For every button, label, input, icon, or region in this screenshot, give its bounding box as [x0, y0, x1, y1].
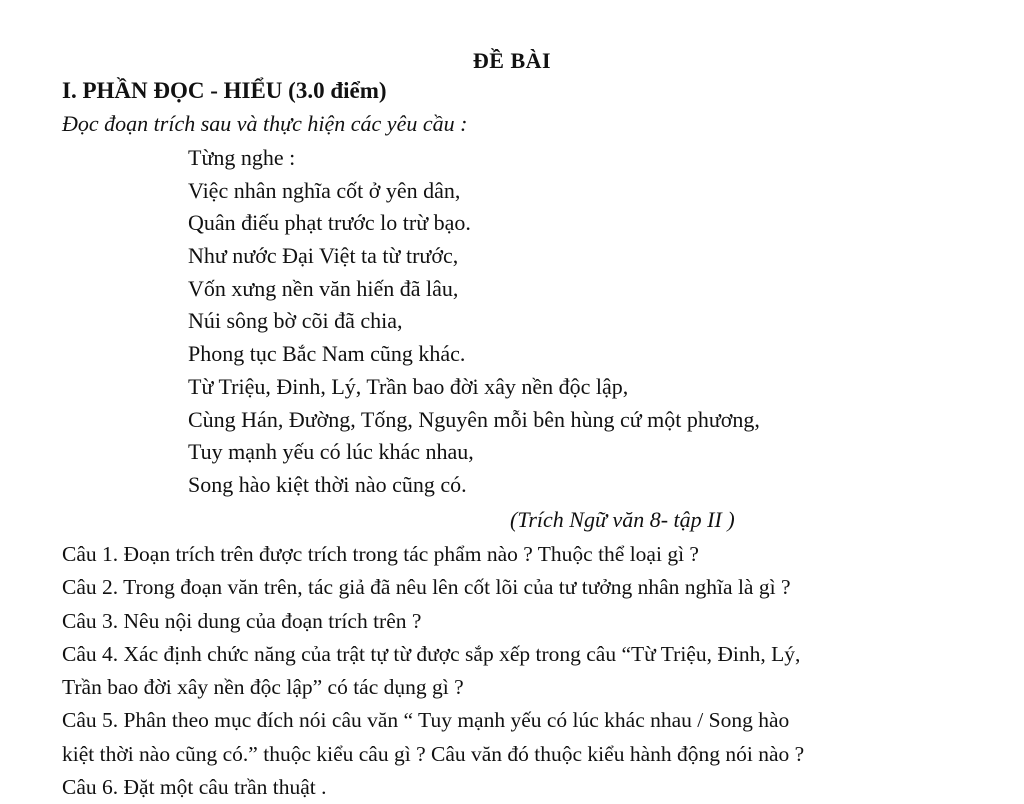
poem-line: Cùng Hán, Đường, Tống, Nguyên mỗi bên hùng cứ một phương, [188, 406, 760, 432]
poem-excerpt [188, 142, 760, 502]
question-text: Câu 2. Trong đoạn văn trên, tác giả đã nêu lên cốt lõi của tư tưởng nhân nghĩa là gì ? [62, 575, 791, 600]
question-item [62, 605, 962, 638]
poem-line: Từng nghe : [188, 145, 296, 170]
section-heading: I. PHẦN ĐỌC - HIỂU (3.0 điểm) [62, 78, 387, 103]
poem-line: Việc nhân nghĩa cốt ở yên dân, [188, 177, 461, 203]
question-item [62, 571, 962, 604]
cut-off-text-fragment [62, 797, 362, 804]
poem-line: Song hào kiệt thời nào cũng có. [188, 471, 467, 497]
question-text: Câu 5. Phân theo mục đích nói câu văn “ Tuy mạnh yếu có lúc khác nhau / Song hào [62, 708, 790, 733]
citation: (Trích Ngữ văn 8- tập II ) [510, 507, 735, 532]
poem-line: Núi sông bờ cõi đã chia, [188, 308, 403, 334]
question-text: Câu 1. Đoạn trích trên được trích trong tác phẩm nào ? Thuộc thể loại gì ? [62, 542, 699, 566]
page-title: ĐỀ BÀI [472, 48, 552, 73]
question-text-continued: kiệt thời nào cũng có.” thuộc kiểu câu gì ? Câu văn đó thuộc kiểu hành động nói nào ? [62, 741, 805, 766]
question-text: Câu 4. Xác định chức năng của trật tự từ được sắp xếp trong câu “Từ Triệu, Đinh, Lý, [62, 641, 801, 666]
question-text: Câu 3. Nêu nội dung của đoạn trích trên ? [62, 608, 422, 633]
question-text-continued: Trần bao đời xây nền độc lập” có tác dụng gì ? [62, 675, 464, 700]
poem-line: Phong tục Bắc Nam cũng khác. [188, 341, 466, 367]
question-item [62, 538, 962, 571]
question-list [62, 538, 962, 804]
poem-line: Vốn xưng nền văn hiến đã lâu, [188, 275, 459, 301]
question-item [62, 704, 962, 771]
poem-line: Quân điếu phạt trước lo trừ bạo. [188, 210, 471, 236]
poem-line: Từ Triệu, Đinh, Lý, Trần bao đời xây nền độc lập, [188, 373, 629, 399]
question-text: Câu 6. Đặt một câu trần thuật . [62, 775, 327, 800]
instruction-text: Đọc đoạn trích sau và thực hiện các yêu cầu : [62, 111, 468, 136]
poem-line: Tuy mạnh yếu có lúc khác nhau, [188, 439, 474, 465]
question-item [62, 638, 962, 705]
poem-line: Như nước Đại Việt ta từ trước, [188, 243, 459, 269]
